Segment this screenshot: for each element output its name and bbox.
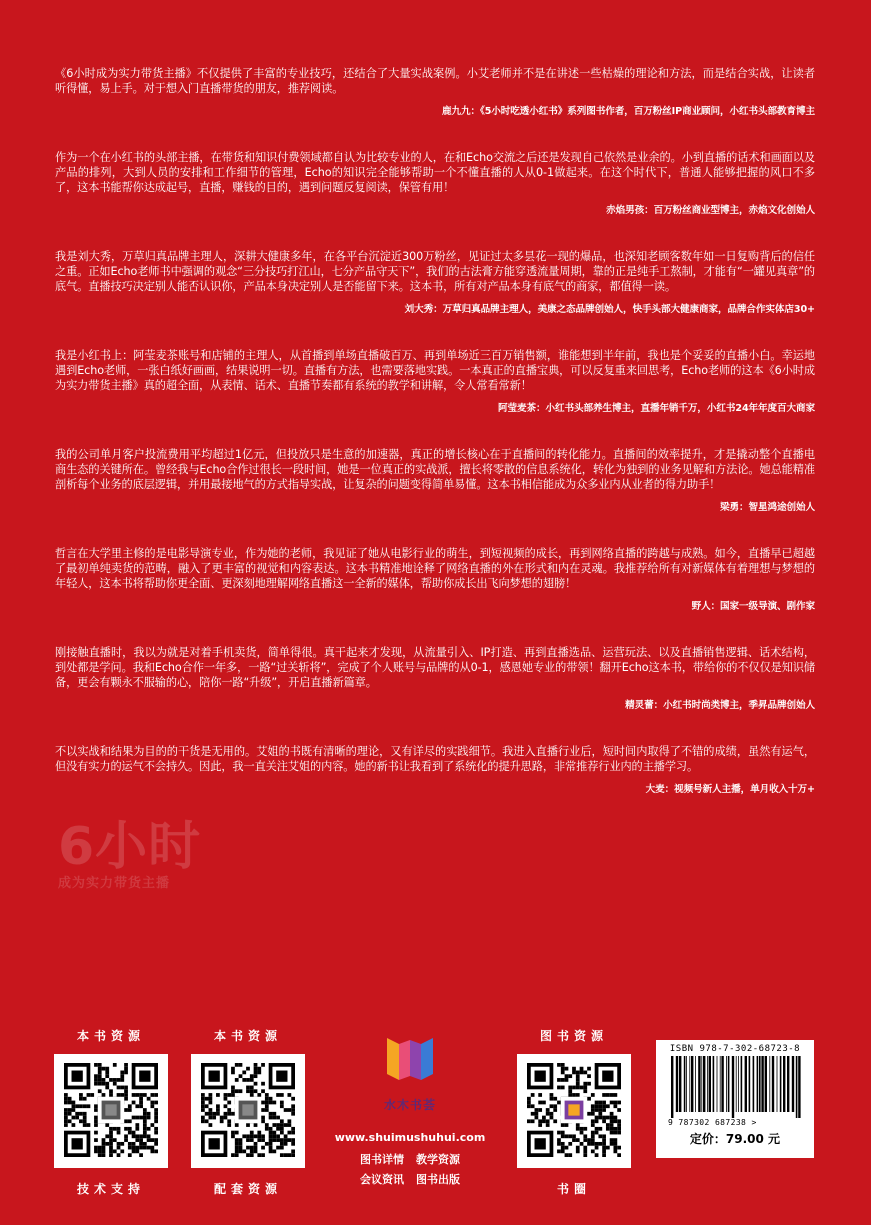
qr-heading: 图书资源 — [539, 1029, 608, 1043]
endorsement-text: 我是小红书上：阿莹麦茶账号和店铺的主理人，从首播到单场直播破百万、再到单场近三百万销售额，谁能想到半年前，我也是个妥妥的直播小白。幸运地遇到Echo老师，一张白纸好画画，结果说明一切。直播有方法，也需要落地实践。一本真正的直播宝典，可以反复重来回思考，Echo老师的这本《6小时成为实力带货主播》真的超全面，从表情、话术、直播节奏都有系统的教学和讲解，令人常看常新！ — [55, 349, 815, 392]
endorsement-author: 野人：国家一级导演、剧作家 — [691, 601, 815, 612]
publisher-url[interactable]: www.shuimushuhui.com — [334, 1131, 486, 1144]
endorsement-author: 鹿九九：《5小时吃透小红书》系列图书作者，百万粉丝IP商业顾问，小红书头部教育博主 — [442, 106, 815, 117]
endorsement-text: 刚接触直播时，我以为就是对着手机卖货，简单得很。真干起来才发现，从流量引入、IP打造、再到直播选品、运营玩法、以及直播销售逻辑、话术结构，到处都是学问。我和Echo合作一年多，一路“过关斩将”，完成了个人账号与品牌的从0-1，感恩她专业的带领！翻开Echo这本书，带给你的不仅仅是知识储备，更会有颗永不服输的心，陪你一路“升级”，开启直播新篇章。 — [55, 646, 815, 689]
qr-code-icon — [201, 1063, 295, 1157]
watermark-title: 6小时 — [58, 817, 202, 877]
endorsements-list — [55, 66, 815, 797]
endorsement — [55, 447, 815, 515]
publisher-logo-icon — [383, 1028, 437, 1094]
qr-code[interactable] — [517, 1054, 631, 1168]
endorsement-text: 哲言在大学里主修的是电影导演专业，作为她的老师，我见证了她从电影行业的萌生，到短视频的成长，再到网络直播的跨越与成熟。如今，直播早已超越了最初单纯卖货的范畴，融入了更丰富的视觉和内容表达。这本书精准地诠释了网络直播的外在形式和内在灵魂。我推荐给所有对新媒体有着理想与梦想的年轻人，这本书将帮助你更全面、更深刻地理解网络直播这一全新的媒体，帮助你成长出飞向梦想的翅膀！ — [55, 547, 815, 590]
link-book-publishing[interactable]: 图书出版 — [416, 1173, 460, 1186]
endorsement-author: 大麦：视频号新人主播，单月收入十万+ — [645, 784, 815, 795]
endorsement — [55, 66, 815, 119]
endorsement — [55, 546, 815, 614]
qr-code[interactable] — [191, 1054, 305, 1168]
qr-code-icon — [527, 1063, 621, 1157]
isbn-block — [656, 1040, 814, 1158]
qr-block-book-circle — [517, 1027, 631, 1197]
link-teaching-resources[interactable]: 教学资源 — [416, 1153, 460, 1166]
price: 定价：79.00 元 — [689, 1132, 781, 1146]
watermark-subtitle: 成为实力带货主播 — [58, 876, 171, 891]
endorsement — [55, 645, 815, 713]
qr-caption: 配套资源 — [213, 1182, 282, 1196]
isbn-label: ISBN 978-7-302-68723-8 — [669, 1044, 801, 1054]
qr-heading: 本书资源 — [213, 1029, 282, 1043]
link-conference-news[interactable]: 会议资讯 — [360, 1173, 404, 1186]
endorsement — [55, 150, 815, 218]
qr-code[interactable] — [54, 1054, 168, 1168]
qr-caption: 书圈 — [556, 1182, 591, 1196]
endorsement-text: 我是刘大秀，万草归真品牌主理人，深耕大健康多年，在各平台沉淀近300万粉丝，见证过太多昙花一现的爆品，也深知老顾客数年如一日复购背后的信任之重。正如Echo老师书中强调的观念“三分技巧打江山，七分产品守天下”，我们的古法膏方能穿透流量周期，靠的正是纯手工熬制，才能有“一罐见真章”的底气。直播技巧决定别人能否认识你，产品本身决定别人是否能留下来。这本书，所有对产品本身有底气的商家，都值得一读。 — [55, 250, 815, 293]
barcode-icon — [665, 1056, 805, 1118]
endorsement-author: 精灵蕾：小红书时尚类博主，季昇品牌创始人 — [625, 700, 815, 711]
endorsement — [55, 348, 815, 416]
endorsement — [55, 744, 815, 797]
endorsement-text: 不以实战和结果为目的的干货是无用的。艾姐的书既有清晰的理论，又有详尽的实践细节。我进入直播行业后，短时间内取得了不错的成绩，虽然有运气，但没有实力的运气不会持久。因此，我一直关注艾姐的内容。她的新书让我看到了系统化的提升思路，非常推荐行业内的主播学习。 — [55, 745, 815, 773]
qr-code-icon — [64, 1063, 158, 1157]
endorsement-author: 梁勇：智星鸿途创始人 — [720, 502, 815, 513]
endorsement-author: 阿莹麦茶：小红书头部养生博主，直播年销千万，小红书24年年度百大商家 — [498, 403, 815, 414]
endorsement — [55, 249, 815, 317]
endorsement-author: 刘大秀：万草归真品牌主理人，美康之态品牌创始人，快手头部大健康商家，品牌合作实体店30+ — [404, 304, 815, 315]
endorsement-text: 《6小时成为实力带货主播》不仅提供了丰富的专业技巧，还结合了大量实战案例。小艾老师并不是在讲述一些枯燥的理论和方法，而是结合实战，让读者听得懂，易上手。对于想入门直播带货的朋友，推荐阅读。 — [55, 67, 815, 95]
qr-block-tech-support — [54, 1027, 168, 1197]
qr-caption: 技术支持 — [76, 1182, 145, 1196]
publisher-name: 水木书荟 — [383, 1098, 436, 1112]
qr-heading: 本书资源 — [76, 1029, 145, 1043]
endorsement-text: 作为一个在小红书的头部主播，在带货和知识付费领域都自认为比较专业的人，在和Echo交流之后还是发现自己依然是业余的。小到直播的话术和画面以及产品的排列，大到人员的安排和工作细节的管理，Echo的知识完全能够帮助一个不懂直播的人从0-1做起来。在这个时代下，普通人能够把握的风口不多了，这本书能帮你达成起号，直播，赚钱的目的，遇到问题反复阅读，保管有用！ — [55, 151, 815, 194]
qr-block-resources — [191, 1027, 305, 1197]
endorsement-text: 我的公司单月客户投流费用平均超过1亿元，但投放只是生意的加速器，真正的增长核心在于直播间的转化能力。直播间的效率提升，才是撬动整个直播电商生态的关键所在。曾经我与Echo合作过很长一段时间，她是一位真正的实战派，擅长将零散的信息系统化，转化为独到的业务见解和方法论。她总能精准剖析每个业务的底层逻辑，并用最接地气的方式指导实战，让复杂的问题变得简单易懂。这本书相信能成为众多业内从业者的得力助手！ — [55, 448, 815, 491]
isbn-digits: 9 787302 687238 > — [668, 1118, 757, 1127]
publisher-links — [320, 1150, 500, 1190]
endorsement-author: 赤焰男孩：百万粉丝商业型博主，赤焰文化创始人 — [606, 205, 815, 216]
publisher-block — [320, 1028, 500, 1190]
link-book-details[interactable]: 图书详情 — [360, 1153, 404, 1166]
title-watermark — [58, 818, 201, 891]
